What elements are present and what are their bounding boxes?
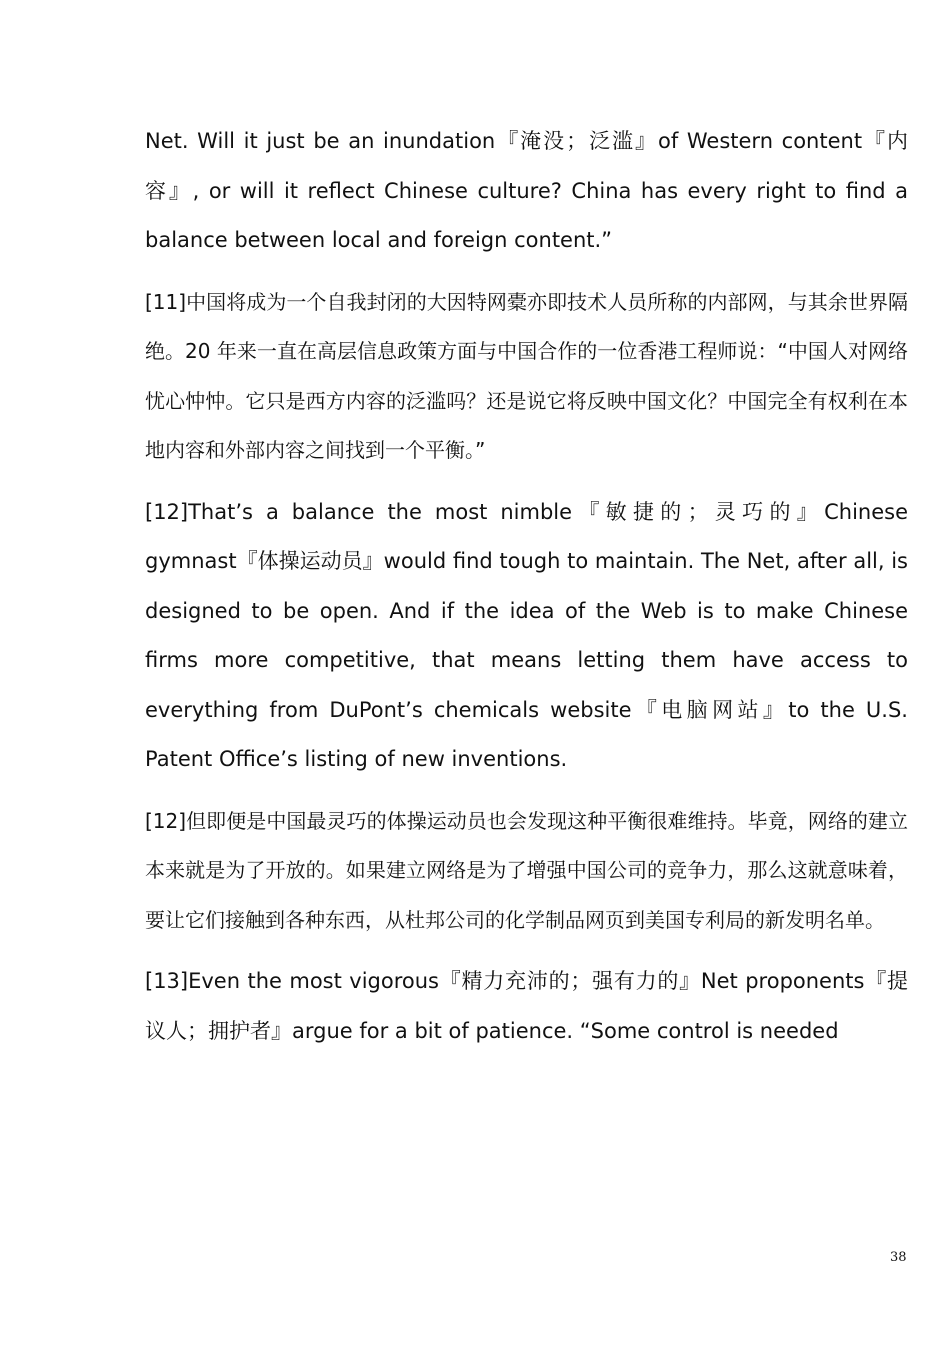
paragraph-13-english: [13]Even the most vigorous『精力充沛的；强有力的』Net proponents『提议人；拥护者』argue for a bit of patience. “Some control is needed bbox=[145, 969, 908, 1043]
page-number: 38 bbox=[890, 1250, 907, 1265]
paragraph-12-chinese: [12]但即便是中国最灵巧的体操运动员也会发现这种平衡很难维持。毕竟，网络的建立本来就是为了开放的。如果建立网络是为了增强中国公司的竞争力，那么这就意味着，要让它们接触到各种东西，从杜邦公司的化学制品网页到美国专利局的新发明名单。 bbox=[145, 808, 908, 932]
body-text bbox=[145, 117, 908, 1068]
paragraph-10-english-continued: Net. Will it just be an inundation『淹没；泛滥』of Western content『内容』, or will it reflect Chinese culture? China has every right to find a balance between local and foreign content.” bbox=[145, 129, 908, 252]
paragraph-12-english: [12]That’s a balance the most nimble『敏捷的；灵巧的』Chinese gymnast『体操运动员』would find tough to maintain. The Net, after all, is designed to be open. And if the idea of the Web is to make Chinese firms more competitive, that means letting them have access to everything from DuPont’s chemicals website『电脑网站』to the U.S. Patent Office’s listing of new inventions. bbox=[145, 499, 908, 771]
paragraph-11-chinese: [11]中国将成为一个自我封闭的大因特网橐亦即技术人员所称的内部网，与其余世界隔绝。20 年来一直在高层信息政策方面与中国合作的一位香港工程师说：“中国人对网络忧心忡忡。它只是西方内容的泛滥吗？还是说它将反映中国文化？中国完全有权利在本地内容和外部内容之间找到一个平衡。” bbox=[145, 289, 908, 462]
